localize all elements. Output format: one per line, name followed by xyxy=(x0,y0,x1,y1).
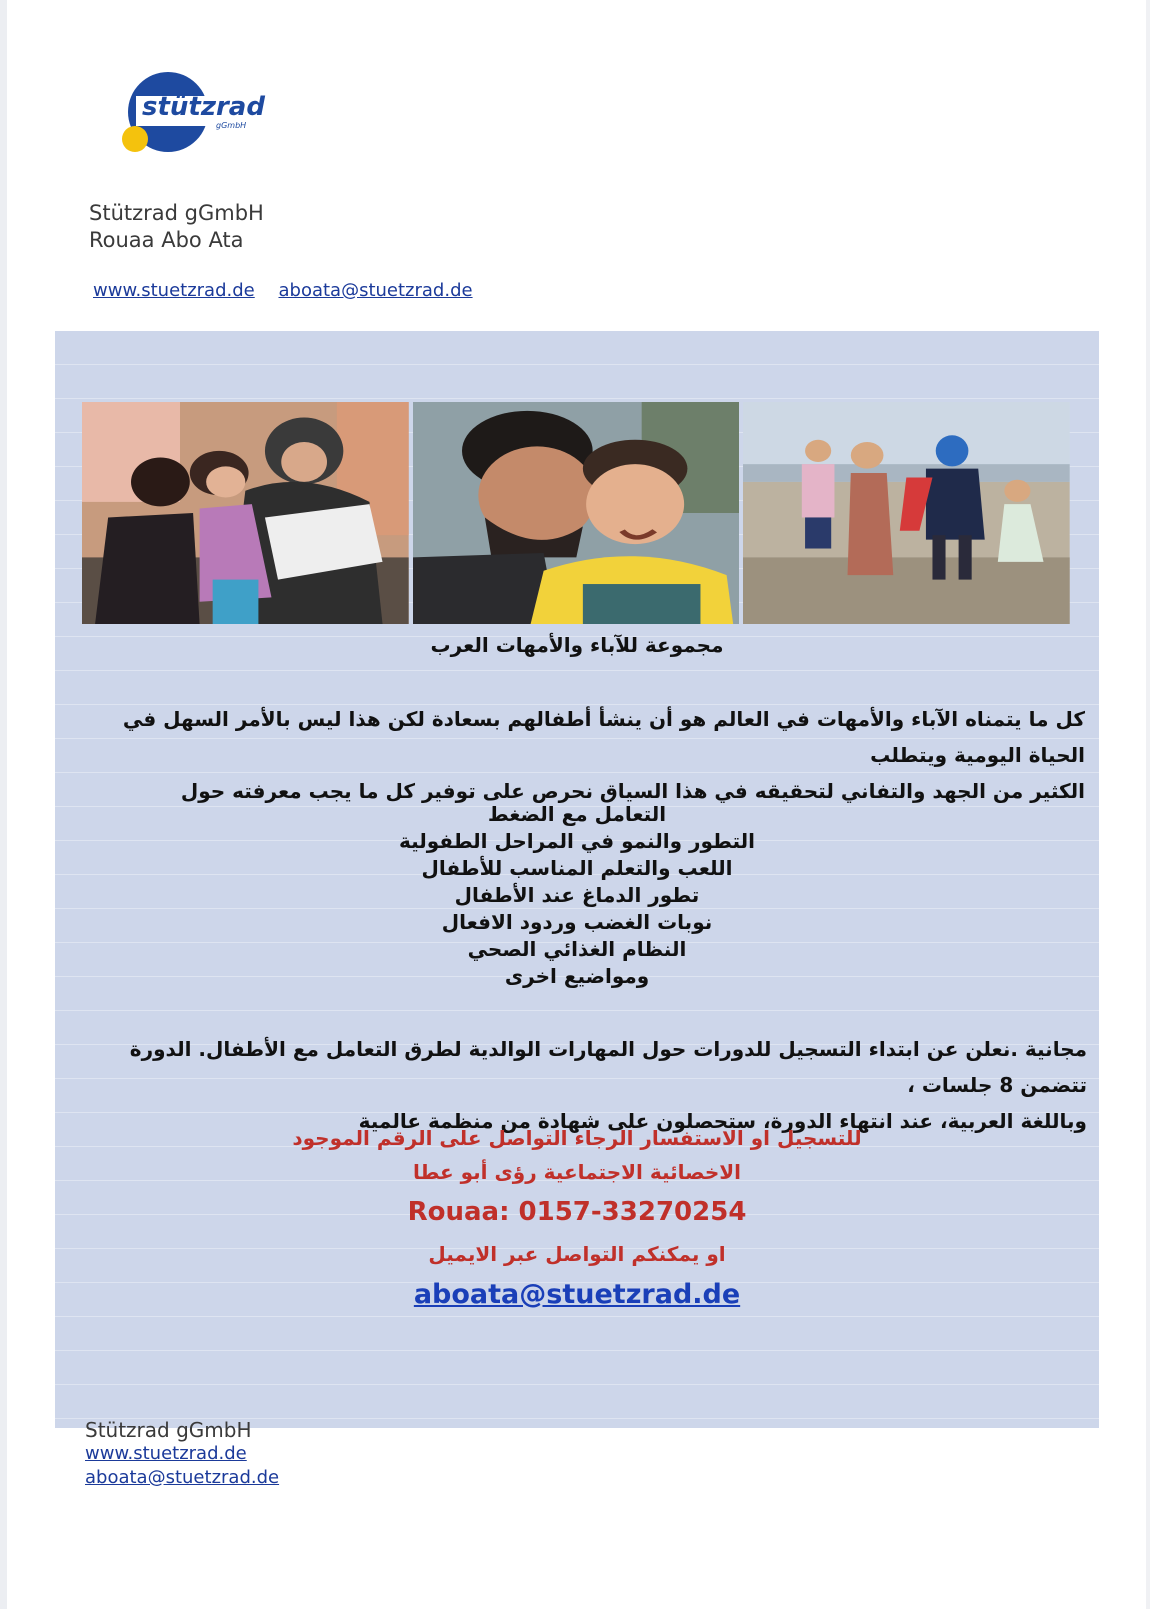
footer-email-link[interactable]: aboata@stuetzrad.de xyxy=(85,1467,280,1488)
logo-mark xyxy=(118,70,268,156)
page-edge-right xyxy=(1146,0,1150,1609)
topic-item: التطور والنمو في المراحل الطفولية xyxy=(398,829,756,853)
header-company: Stützrad gGmbH xyxy=(89,201,264,225)
header-person: Rouaa Abo Ata xyxy=(89,228,244,252)
topic-item: التعامل مع الضغط xyxy=(487,802,667,826)
topics-list xyxy=(55,801,1099,990)
course-line: مجانية .نعلن عن ابتداء التسجيل للدورات حول المهارات الوالدية لطرق التعامل مع الأطفال. الدورة تتضمن 8 جلسات ، xyxy=(129,1037,1087,1097)
photo-father-child xyxy=(413,402,740,624)
contact-email-link[interactable]: aboata@stuetzrad.de xyxy=(413,1279,741,1310)
intro-paragraph xyxy=(77,701,1085,809)
photo-mother-reading xyxy=(82,402,409,624)
topic-item: اللعب والتعلم المناسب للأطفال xyxy=(421,856,733,880)
course-line: وباللغة العربية، عند انتهاء الدورة، ستحصلون على شهادة من منظمة عالمية xyxy=(358,1109,1087,1133)
topic-item: النظام الغذائي الصحي xyxy=(467,937,687,961)
footer xyxy=(85,1418,279,1490)
contact-registration-line: للتسجيل او الاستفسار الرجاء التواصل على الرقم الموجود xyxy=(292,1126,862,1150)
topic-item: نوبات الغضب وردود الافعال xyxy=(441,910,713,934)
intro-line: كل ما يتمناه الآباء والأمهات في العالم هو أن ينشأ أطفالهم بسعادة لكن هذا ليس بالأمر السهل في الحياة اليومية ويتطلب xyxy=(122,707,1085,767)
contact-email xyxy=(55,1275,1099,1315)
contact-specialist: الاخصائية الاجتماعية رؤى أبو عطا xyxy=(412,1160,742,1184)
stuetzrad-logo xyxy=(118,70,268,156)
contact-email-note: او يمكنكم التواصل عبر الايميل xyxy=(428,1242,726,1266)
flyer-panel xyxy=(55,331,1099,1428)
header-links xyxy=(93,280,491,301)
header-contact xyxy=(89,200,264,254)
footer-company: Stützrad gGmbH xyxy=(85,1418,252,1442)
header-website-link[interactable]: www.stuetzrad.de xyxy=(93,280,255,301)
contact-phone[interactable]: Rouaa: 0157-33270254 xyxy=(407,1197,747,1227)
logo-subtext: gGmbH xyxy=(216,121,247,130)
group-caption: مجموعة للآباء والأمهات العرب xyxy=(430,633,724,657)
header-email-link[interactable]: aboata@stuetzrad.de xyxy=(278,280,473,301)
page-edge-left xyxy=(0,0,7,1609)
footer-website-link[interactable]: www.stuetzrad.de xyxy=(85,1443,247,1464)
contact-block xyxy=(55,1123,1099,1315)
intro-line: الكثير من الجهد والتفاني لتحقيقه في هذا السياق نحرص على توفير كل ما يجب معرفته حول xyxy=(180,779,1085,803)
photo-strip xyxy=(82,402,1070,624)
logo-wordmark: stützrad xyxy=(142,92,265,122)
topic-item: تطور الدماغ عند الأطفال xyxy=(454,883,700,907)
topic-item: ومواضيع اخرى xyxy=(504,964,650,988)
photo-beach-family xyxy=(743,402,1070,624)
